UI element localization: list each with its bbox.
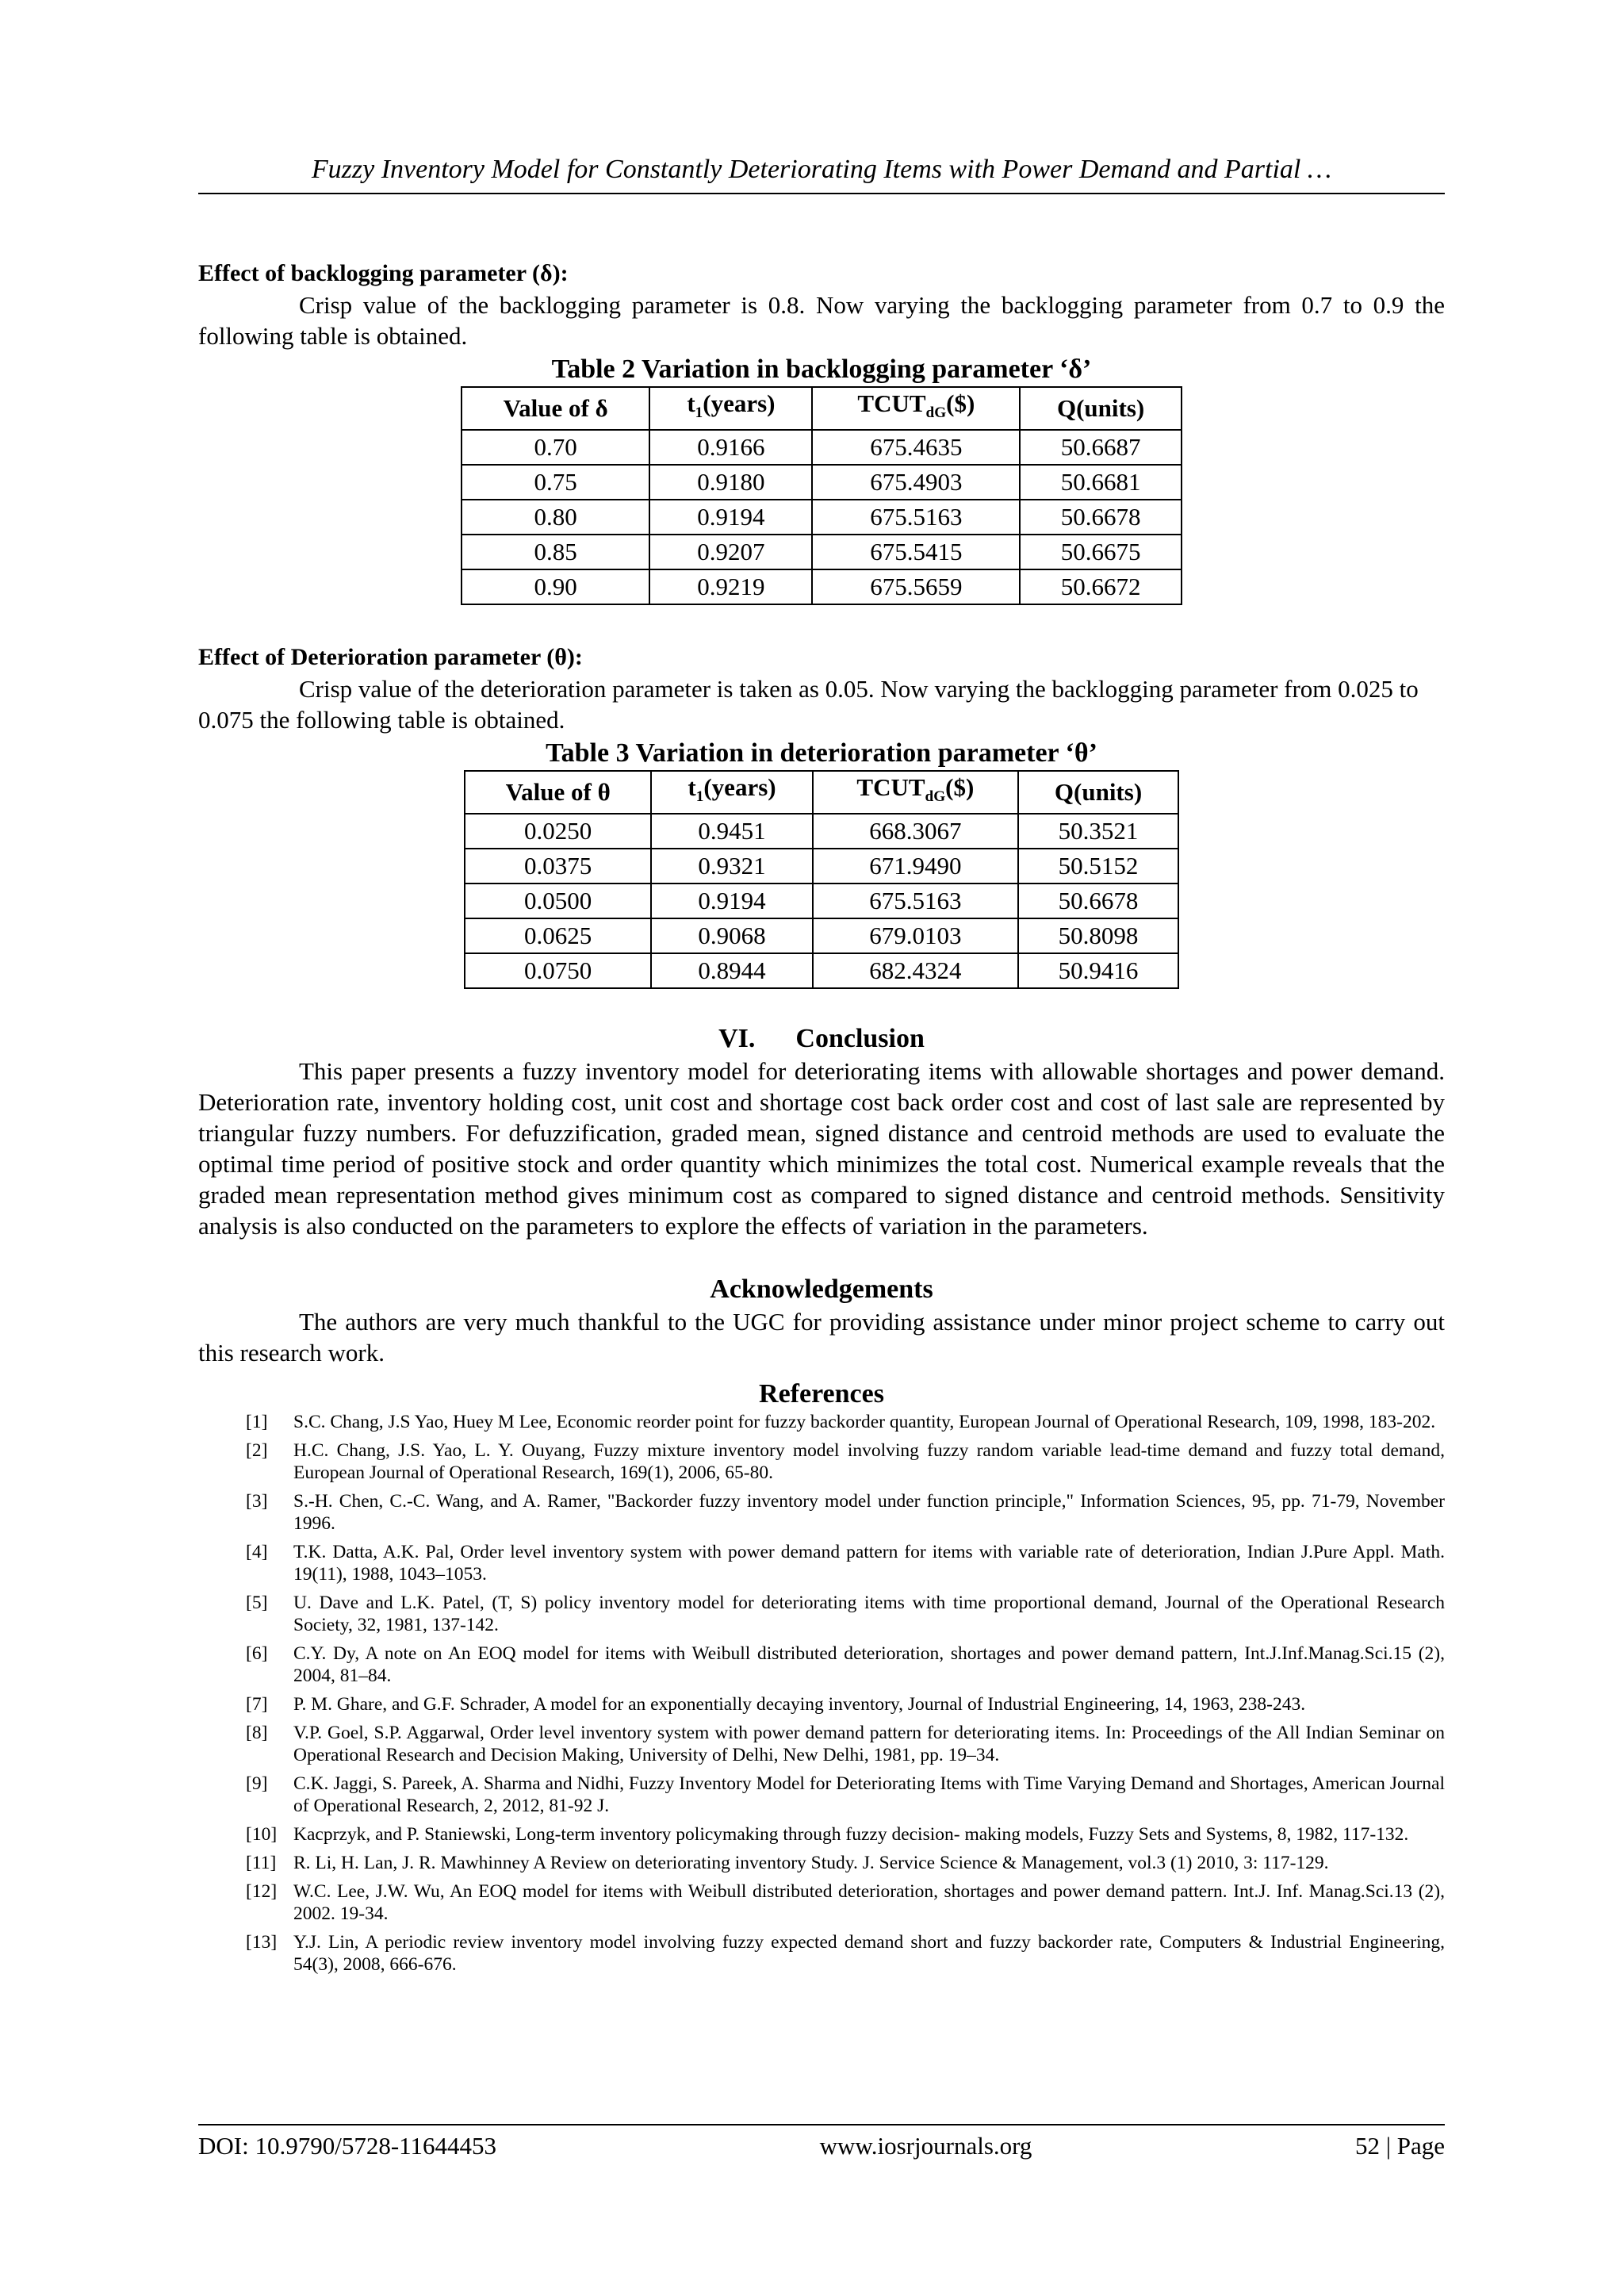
- table-cell: 50.5152: [1018, 849, 1178, 884]
- table-3-caption: Table 3 Variation in deterioration parameter ‘θ’: [546, 738, 1097, 769]
- table-cell: 0.90: [462, 569, 649, 604]
- table-cell: 0.9451: [651, 814, 812, 849]
- table-cell: 50.6687: [1020, 430, 1182, 465]
- table-cell: 675.5163: [813, 884, 1018, 918]
- column-header-t1: $t_1(years)$: [649, 387, 812, 430]
- column-header-q: Q(units): [1020, 387, 1182, 430]
- table-cell: 0.85: [462, 535, 649, 569]
- page-footer: [198, 2132, 1445, 2160]
- reference-item: [12] W.C. Lee, J.W. Wu, An EOQ model for items with Weibull distributed deterioration, shortages and power demand pattern. Int.J. Inf. Manag.Sci.13 (2), 2002. 19-34.: [246, 1881, 1445, 1925]
- table-cell: 675.4635: [812, 430, 1020, 465]
- paragraph-backlogging: Crisp value of the backlogging parameter is 0.8. Now varying the backlogging parameter from 0.7 to 0.9 the following table is obtained.: [198, 291, 1445, 350]
- footer-rule: [198, 2124, 1445, 2125]
- reference-item: [8] V.P. Goel, S.P. Aggarwal, Order level inventory system with power demand pattern for deteriorating items. In: Proceedings of the All Indian Seminar on Operational Research and Decision Making, University of Delhi, New Delhi, 1981, pp. 19–34.: [246, 1723, 1445, 1766]
- paragraph-deterioration: Crisp value of the deterioration parameter is taken as 0.05. Now varying the backlogging parameter from 0.025 to 0.075 the following table is obtained.: [198, 675, 1419, 734]
- running-header: Fuzzy Inventory Model for Constantly Deteriorating Items with Power Demand and Partial …: [311, 155, 1332, 184]
- column-header-tcut: $TCUT_{dG}(\$)$: [813, 771, 1018, 814]
- table-cell: 0.8944: [651, 953, 812, 988]
- table-2: [461, 386, 1182, 605]
- table-row: [462, 465, 1182, 500]
- page-content: [198, 258, 1445, 1982]
- table-cell: 0.0750: [465, 953, 651, 988]
- table-3: [464, 770, 1179, 989]
- conclusion-paragraph: This paper presents a fuzzy inventory model for deteriorating items with allowable shortages and power demand. Deterioration rate, inventory holding cost, unit cost and shortage cost back order cost and cost of last sale are represented by triangular fuzzy numbers. For defuzzification, graded mean, signed distance and centroid methods are used to evaluate the optimal time period of positive stock and order quantity which minimizes the total cost. Numerical example reveals that the graded mean representation method gives minimum cost as compared to signed distance and centroid methods. Sensitivity analysis is also conducted on the parameters to explore the effects of variation in the parameters.: [198, 1057, 1445, 1240]
- table-cell: 50.6681: [1020, 465, 1182, 500]
- table-row: [462, 500, 1182, 535]
- table-cell: 50.6678: [1020, 500, 1182, 535]
- table-cell: 682.4324: [813, 953, 1018, 988]
- reference-item: [2] H.C. Chang, J.S. Yao, L. Y. Ouyang, Fuzzy mixture inventory model involving fuzzy random variable lead-time demand and fuzzy total demand, European Journal of Operational Research, 169(1), 2006, 65-80.: [246, 1440, 1445, 1484]
- table-cell: 0.0250: [465, 814, 651, 849]
- table-cell: 0.0500: [465, 884, 651, 918]
- table-cell: 0.9068: [651, 918, 812, 953]
- table-row: [462, 430, 1182, 465]
- table-cell: 50.6672: [1020, 569, 1182, 604]
- column-header-tcut: $TCUT_{dG}(\$)$: [812, 387, 1020, 430]
- column-header-value: Value of θ: [465, 771, 651, 814]
- table-row: [465, 884, 1178, 918]
- reference-item: [13] Y.J. Lin, A periodic review inventory model involving fuzzy expected demand short and fuzzy backorder rate, Computers & Industrial Engineering, 54(3), 2008, 666-676.: [246, 1932, 1445, 1976]
- reference-item: [5] U. Dave and L.K. Patel, (T, S) policy inventory model for deteriorating items with time proportional demand, Journal of the Operational Research Society, 32, 1981, 137-142.: [246, 1593, 1445, 1636]
- table-cell: 675.4903: [812, 465, 1020, 500]
- reference-item: [10] Kacprzyk, and P. Staniewski, Long-term inventory policymaking through fuzzy decision- making models, Fuzzy Sets and Systems, 8, 1982, 117-132.: [246, 1824, 1409, 1846]
- table-cell: 50.6675: [1020, 535, 1182, 569]
- table-header-row: [465, 771, 1178, 814]
- table-cell: 671.9490: [813, 849, 1018, 884]
- reference-item: [11] R. Li, H. Lan, J. R. Mawhinney A Review on deteriorating inventory Study. J. Service Science & Management, vol.3 (1) 2010, 3: 117-129.: [246, 1853, 1329, 1874]
- table-cell: 0.75: [462, 465, 649, 500]
- table-cell: 0.70: [462, 430, 649, 465]
- reference-item: [6] C.Y. Dy, A note on An EOQ model for items with Weibull distributed deterioration, shortages and power demand pattern, Int.J.Inf.Manag.Sci.15 (2), 2004, 81–84.: [246, 1643, 1445, 1687]
- table-cell: 675.5415: [812, 535, 1020, 569]
- table-cell: 0.80: [462, 500, 649, 535]
- table-2-caption: Table 2 Variation in backlogging parameter ‘δ’: [551, 355, 1092, 384]
- column-header-q: Q(units): [1018, 771, 1178, 814]
- table-cell: 50.8098: [1018, 918, 1178, 953]
- table-row: [465, 814, 1178, 849]
- section-heading-deterioration: Effect of Deterioration parameter (θ):: [198, 644, 583, 671]
- column-header-value: Value of δ: [462, 387, 649, 430]
- table-row: [465, 849, 1178, 884]
- footer-website: www.iosrjournals.org: [819, 2132, 1032, 2160]
- section-heading-backlogging: Effect of backlogging parameter (δ):: [198, 260, 569, 286]
- reference-item: [1] S.C. Chang, J.S Yao, Huey M Lee, Economic reorder point for fuzzy backorder quantity, European Journal of Operational Research, 109, 1998, 183-202.: [246, 1412, 1436, 1433]
- footer-page-number: 52 | Page: [1355, 2132, 1445, 2160]
- table-cell: 675.5163: [812, 500, 1020, 535]
- table-cell: 0.0375: [465, 849, 651, 884]
- table-cell: 0.9219: [649, 569, 812, 604]
- table-cell: 0.9207: [649, 535, 812, 569]
- references-heading: References: [759, 1379, 884, 1409]
- header-rule: [198, 193, 1445, 194]
- table-cell: 50.3521: [1018, 814, 1178, 849]
- reference-item: [3] S.-H. Chen, C.-C. Wang, and A. Ramer, "Backorder fuzzy inventory model under function principle," Information Sciences, 95, pp. 71-79, November 1996.: [246, 1491, 1445, 1535]
- table-row: [462, 535, 1182, 569]
- table-cell: 679.0103: [813, 918, 1018, 953]
- table-cell: 0.9194: [649, 500, 812, 535]
- table-header-row: [462, 387, 1182, 430]
- table-cell: 50.6678: [1018, 884, 1178, 918]
- reference-item: [7] P. M. Ghare, and G.F. Schrader, A model for an exponentially decaying inventory, Journal of Industrial Engineering, 14, 1963, 238-243.: [246, 1694, 1306, 1715]
- table-cell: 0.9321: [651, 849, 812, 884]
- table-row: [465, 918, 1178, 953]
- reference-list: [198, 1411, 1445, 1976]
- table-cell: 675.5659: [812, 569, 1020, 604]
- table-row: [462, 569, 1182, 604]
- reference-item: [4] T.K. Datta, A.K. Pal, Order level inventory system with power demand pattern for items with variable rate of deterioration, Indian J.Pure Appl. Math. 19(11), 1988, 1043–1053.: [246, 1542, 1445, 1585]
- footer-doi: DOI: 10.9790/5728-11644453: [198, 2132, 496, 2160]
- conclusion-heading: VI. Conclusion: [718, 1024, 925, 1054]
- acknowledgements-heading: Acknowledgements: [710, 1274, 933, 1305]
- acknowledgements-paragraph: The authors are very much thankful to the UGC for providing assistance under minor project scheme to carry out this research work.: [198, 1308, 1445, 1367]
- table-cell: 668.3067: [813, 814, 1018, 849]
- table-cell: 50.9416: [1018, 953, 1178, 988]
- table-cell: 0.9166: [649, 430, 812, 465]
- table-row: [465, 953, 1178, 988]
- column-header-t1: $t_1(years)$: [651, 771, 812, 814]
- table-cell: 0.9194: [651, 884, 812, 918]
- reference-item: [9] C.K. Jaggi, S. Pareek, A. Sharma and Nidhi, Fuzzy Inventory Model for Deteriorating Items with Time Varying Demand and Shortages, American Journal of Operational Research, 2, 2012, 81-92 J.: [246, 1773, 1445, 1817]
- table-cell: 0.0625: [465, 918, 651, 953]
- table-cell: 0.9180: [649, 465, 812, 500]
